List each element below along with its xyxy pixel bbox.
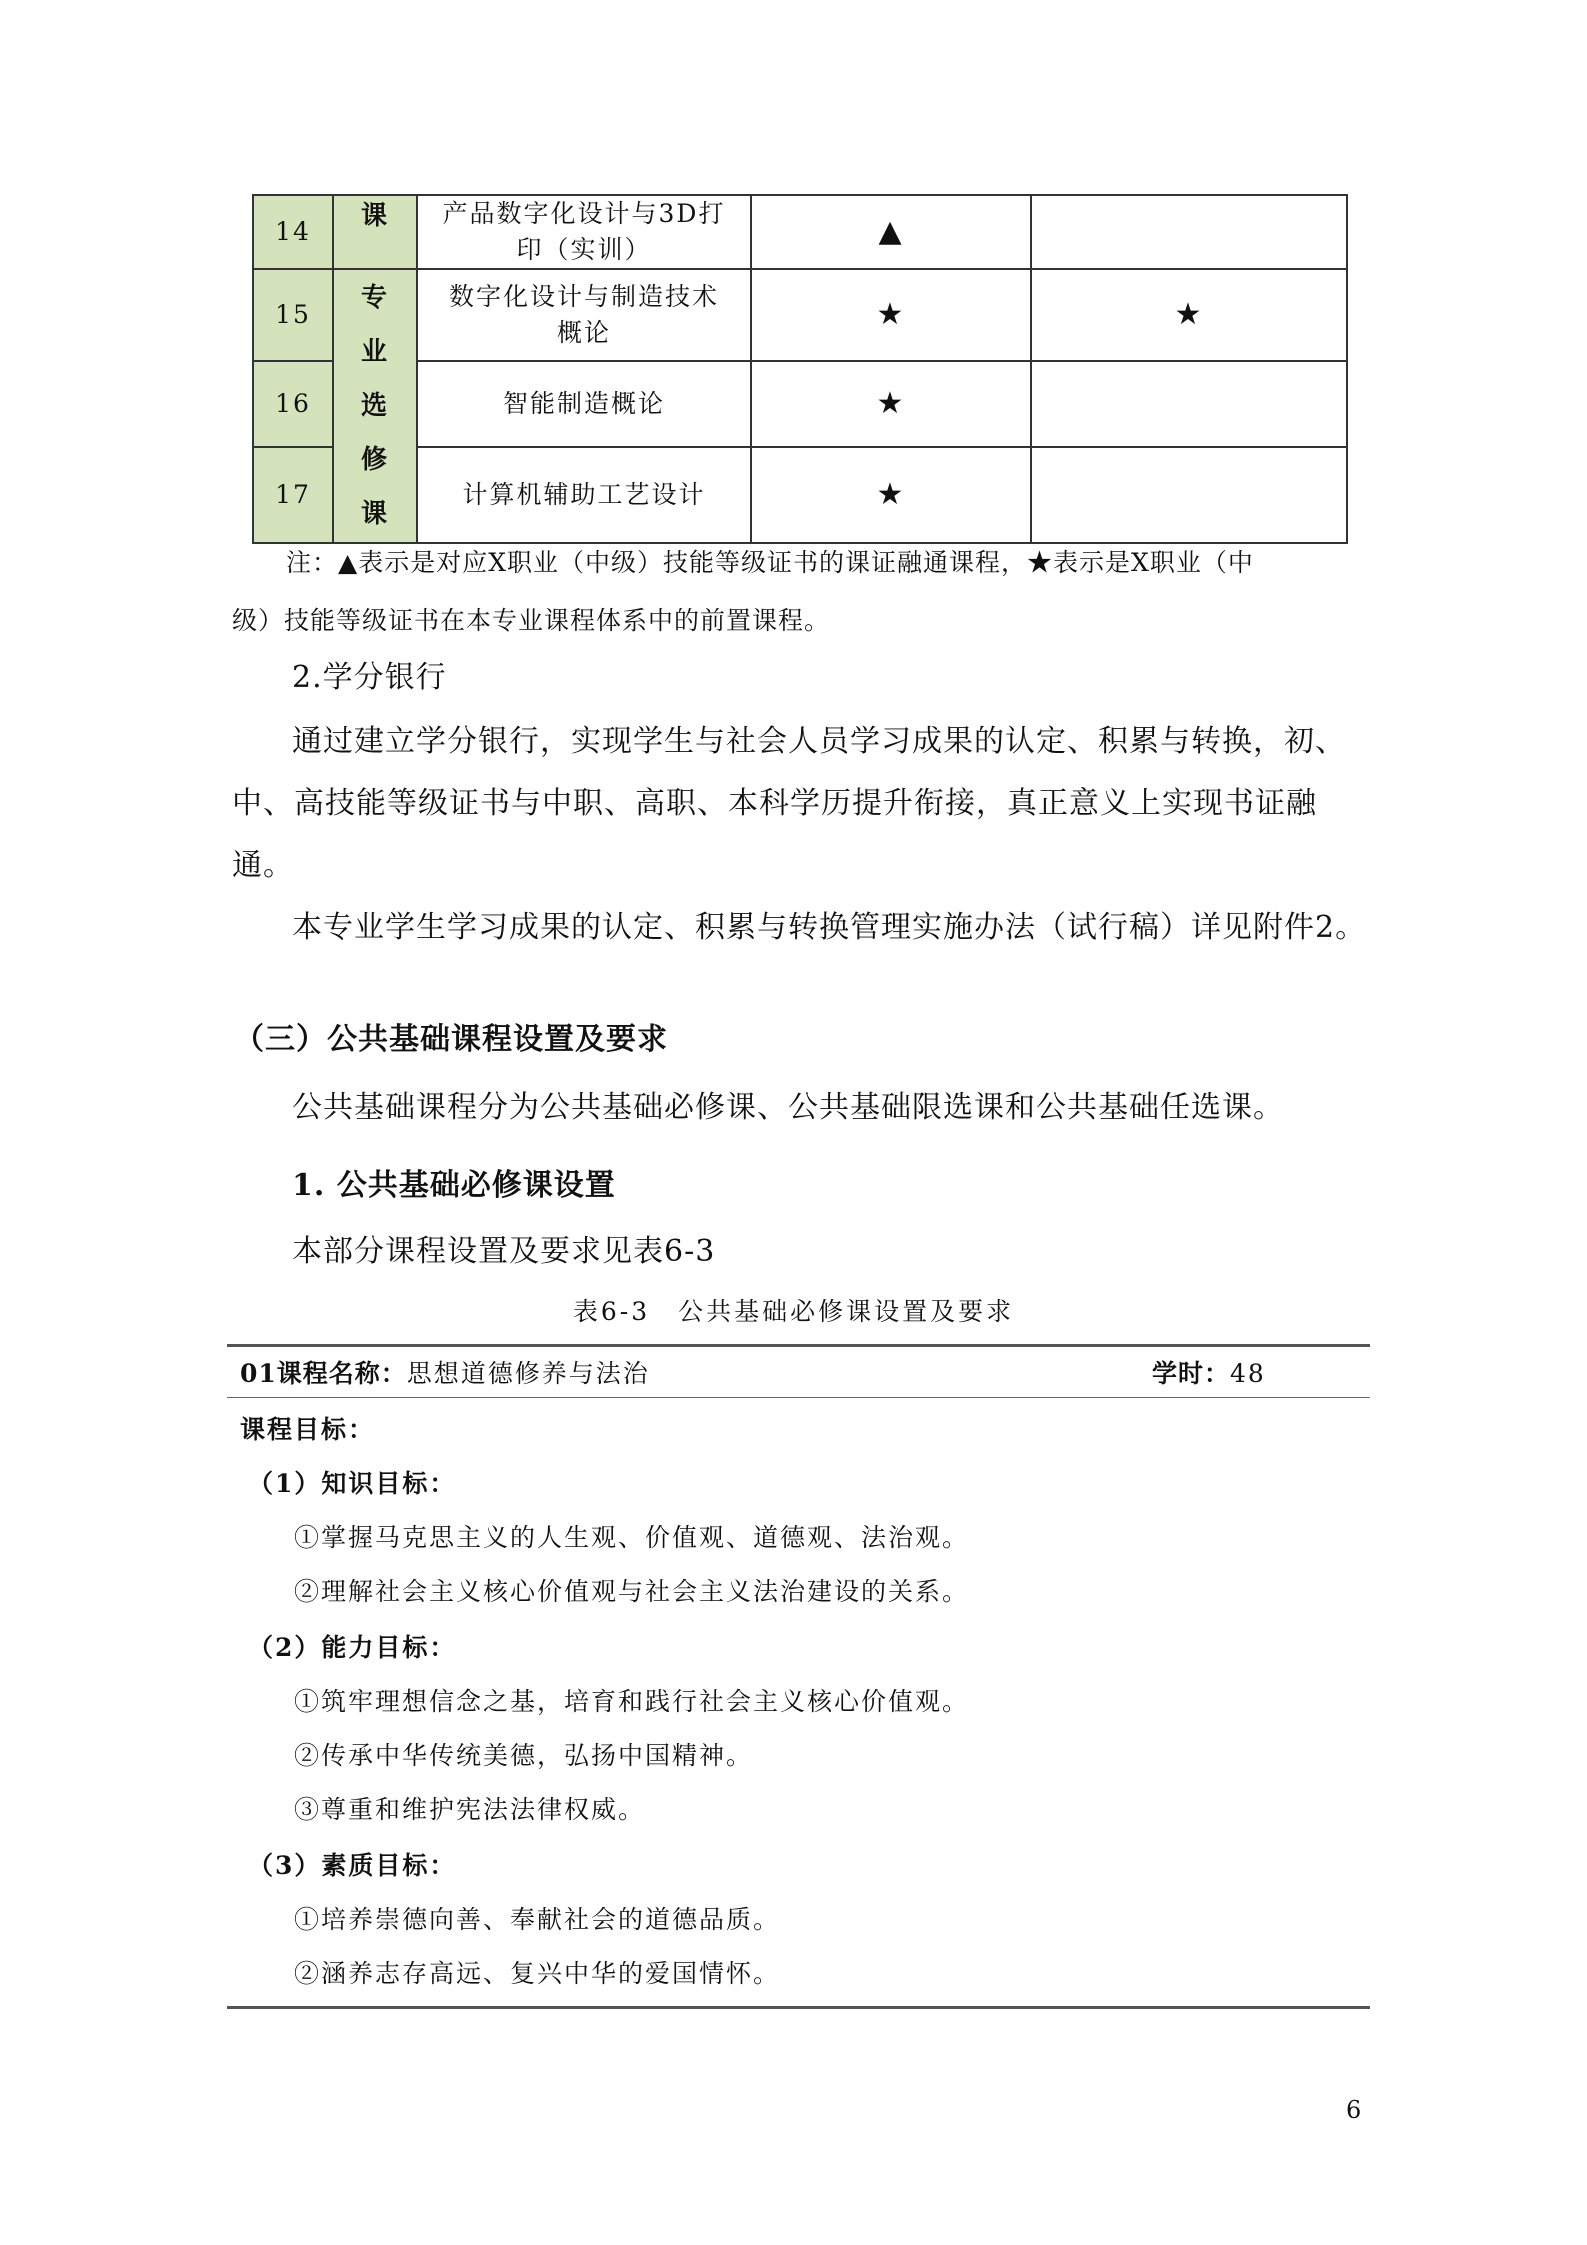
hours-value: 48	[1230, 1359, 1266, 1388]
ability-label: （2）能力目标：	[248, 1633, 457, 1662]
course-label: 01课程名称：	[240, 1359, 407, 1388]
category-char: 修	[360, 445, 389, 475]
page-number: 6	[1346, 2096, 1362, 2124]
category-char: 业	[360, 337, 389, 367]
table-row	[253, 195, 1347, 269]
bottom-rule	[227, 2006, 1370, 2009]
row-number: 15	[253, 269, 333, 361]
mark-cell: ★	[751, 269, 1031, 361]
course-name-cell	[417, 195, 751, 269]
row-number: 17	[253, 447, 333, 543]
ability-item: ③尊重和维护宪法法律权威。	[294, 1795, 646, 1824]
table-row	[253, 361, 1347, 447]
course-name-line: 印（实训）	[516, 235, 652, 264]
course-name-cell	[417, 269, 751, 361]
sub-intro: 本部分课程设置及要求见表6-3	[292, 1234, 716, 1269]
paragraph-line: 通。	[232, 848, 294, 883]
goals-label: 课程目标：	[240, 1415, 376, 1444]
category-cell-top: 课	[333, 195, 417, 269]
course-name-line: 产品数字化设计与3D打	[442, 199, 726, 228]
course-name-cell: 智能制造概论	[417, 361, 751, 447]
hours-row	[1152, 1354, 1266, 1390]
table-caption: 表6-3 公共基础必修课设置及要求	[572, 1297, 1015, 1326]
category-cell	[333, 269, 417, 543]
paragraph-line: 本专业学生学习成果的认定、积累与转换管理实施办法（试行稿）详见附件2。	[292, 910, 1367, 945]
mark-cell	[1031, 361, 1347, 447]
paragraph-line: 中、高技能等级证书与中职、高职、本科学历提升衔接，真正意义上实现书证融	[232, 786, 1317, 821]
row-number: 14	[253, 195, 333, 269]
mark-cell: ★	[1031, 269, 1347, 361]
section-intro: 公共基础课程分为公共基础必修课、公共基础限选课和公共基础任选课。	[292, 1090, 1284, 1125]
paragraph-line: 通过建立学分银行，实现学生与社会人员学习成果的认定、积累与转换，初、	[292, 724, 1346, 759]
course-name-line: 数字化设计与制造技术	[448, 282, 719, 311]
knowledge-item: ②理解社会主义核心价值观与社会主义法治建设的关系。	[294, 1577, 970, 1606]
course-name-line: 概论	[556, 318, 611, 347]
credit-bank-heading: 2.学分银行	[292, 660, 447, 695]
ability-item: ①筑牢理想信念之基，培育和践行社会主义核心价值观。	[294, 1687, 970, 1716]
mark-cell: ▲	[751, 195, 1031, 269]
top-rule	[227, 1344, 1370, 1347]
mark-cell: ★	[751, 361, 1031, 447]
knowledge-label: （1）知识目标：	[248, 1469, 457, 1498]
mark-cell	[1031, 195, 1347, 269]
category-char: 选	[360, 391, 389, 421]
category-char: 专	[360, 283, 389, 313]
hours-label: 学时：	[1152, 1359, 1231, 1388]
table-note-line1: 注：▲表示是对应X职业（中级）技能等级证书的课证融通课程，★表示是X职业（中	[286, 548, 1254, 577]
mark-cell: ★	[751, 447, 1031, 543]
course-name: 思想道德修养与法治	[406, 1359, 650, 1388]
sub-heading: 1. 公共基础必修课设置	[292, 1168, 616, 1203]
course-name-row	[240, 1354, 650, 1390]
table-row	[253, 447, 1347, 543]
course-table	[252, 194, 1348, 544]
row-number: 16	[253, 361, 333, 447]
quality-item: ②涵养志存高远、复兴中华的爱国情怀。	[294, 1959, 781, 1988]
knowledge-item: ①掌握马克思主义的人生观、价值观、道德观、法治观。	[294, 1523, 970, 1552]
header-rule	[227, 1397, 1370, 1398]
mark-cell	[1031, 447, 1347, 543]
section-heading: （三）公共基础课程设置及要求	[234, 1022, 668, 1057]
course-name-cell: 计算机辅助工艺设计	[417, 447, 751, 543]
table-note-line2: 级）技能等级证书在本专业课程体系中的前置课程。	[232, 606, 831, 635]
table-row	[253, 269, 1347, 361]
category-char: 课	[360, 499, 389, 529]
quality-item: ①培养崇德向善、奉献社会的道德品质。	[294, 1905, 781, 1934]
ability-item: ②传承中华传统美德，弘扬中国精神。	[294, 1741, 754, 1770]
quality-label: （3）素质目标：	[248, 1851, 457, 1880]
